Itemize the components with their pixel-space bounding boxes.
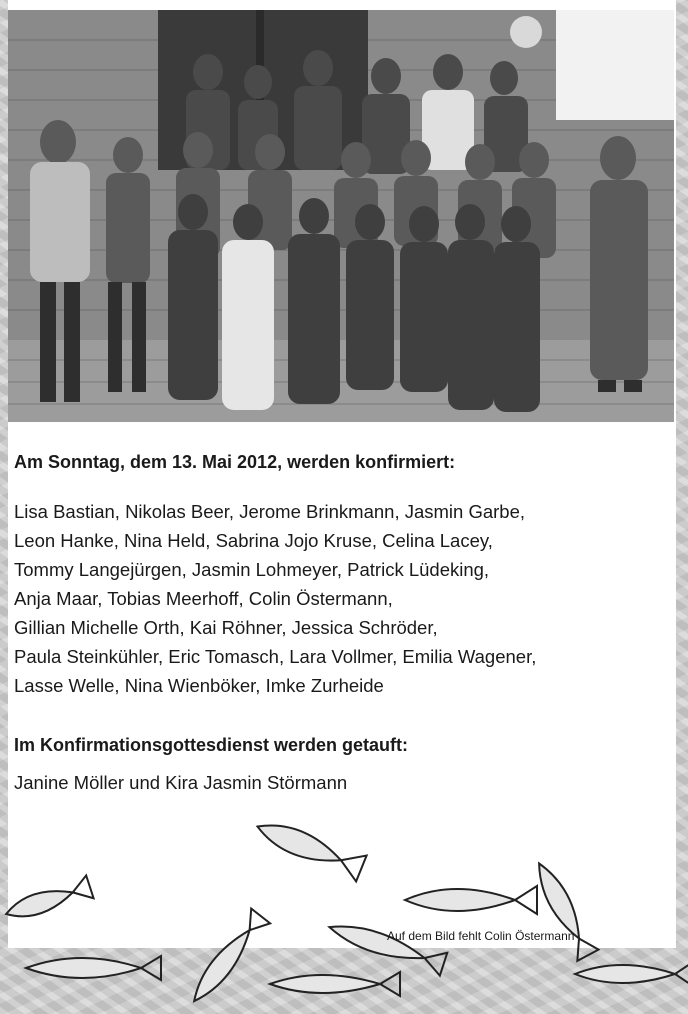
names-line: Gillian Michelle Orth, Kai Röhner, Jessica Schröder, (14, 617, 438, 638)
names-line: Lisa Bastian, Nikolas Beer, Jerome Brinkmann, Jasmin Garbe, (14, 501, 526, 522)
fish-icon (185, 909, 270, 1009)
baptized-names: Janine Möller und Kira Jasmin Störmann (14, 772, 348, 793)
heading-confirmed: Am Sonntag, dem 13. Mai 2012, werden konfirmiert: (14, 452, 456, 472)
names-line: Anja Maar, Tobias Meerhoff, Colin Östermann, (14, 588, 393, 609)
confirmed-names-list (14, 497, 674, 700)
fish-decoration (0, 800, 688, 1014)
fish-icon (26, 956, 161, 980)
fish-icon (252, 814, 366, 882)
group-photo (8, 10, 674, 422)
fish-icon (2, 875, 93, 925)
fish-icon (529, 858, 599, 961)
photo-caption: Auf dem Bild fehlt Colin Östermann (387, 929, 575, 943)
fish-icon (270, 972, 400, 996)
names-line: Lasse Welle, Nina Wienböker, Imke Zurheide (14, 675, 384, 696)
fish-icon (575, 962, 688, 986)
names-line: Leon Hanke, Nina Held, Sabrina Jojo Kruse, Celina Lacey, (14, 530, 493, 551)
names-line: Paula Steinkühler, Eric Tomasch, Lara Vollmer, Emilia Wagener, (14, 646, 537, 667)
heading-baptized: Im Konfirmationsgottesdienst werden getauft: (14, 735, 409, 755)
fish-icon (405, 886, 537, 914)
fish-icon (326, 916, 448, 976)
names-line: Tommy Langejürgen, Jasmin Lohmeyer, Patrick Lüdeking, (14, 559, 490, 580)
